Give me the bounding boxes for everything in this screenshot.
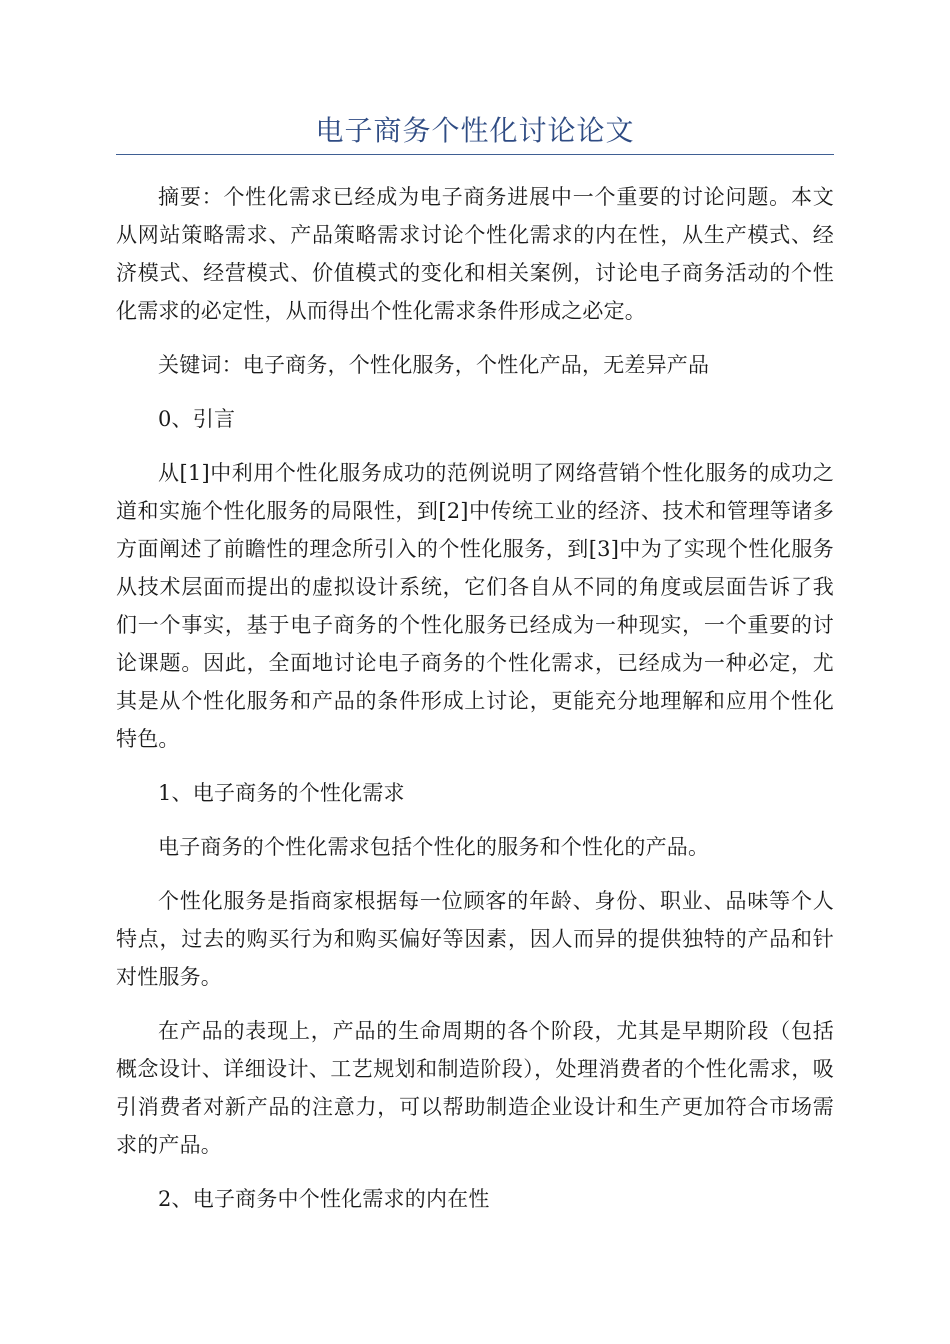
- title-block: [116, 112, 834, 155]
- section-heading-introduction: 0、引言: [158, 407, 236, 431]
- keywords-paragraph: 关键词：电子商务，个性化服务，个性化产品，无差异产品: [158, 353, 710, 377]
- section-heading-personalized-demand: 1、电子商务的个性化需求: [158, 781, 405, 805]
- body-paragraph: 在产品的表现上，产品的生命周期的各个阶段，尤其是早期阶段（包括概念设计、详细设计、工艺规划和制造阶段），处理消费者的个性化需求，吸引消费者对新产品的注意力，可以帮助制造企业设计和生产更加符合市场需求的产品。: [116, 1019, 834, 1157]
- section-heading-intrinsic-nature: 2、电子商务中个性化需求的内在性: [158, 1187, 490, 1211]
- body-paragraph: 电子商务的个性化需求包括个性化的服务和个性化的产品。: [158, 835, 710, 859]
- introduction-paragraph: 从[1]中利用个性化服务成功的范例说明了网络营销个性化服务的成功之道和实施个性化服务的局限性，到[2]中传统工业的经济、技术和管理等诸多方面阐述了前瞻性的理念所引入的个性化服务，到[3]中为了实现个性化服务从技术层面而提出的虚拟设计系统，它们各自从不同的角度或层面告诉了我们一个事实，基于电子商务的个性化服务已经成为一种现实，一个重要的讨论课题。因此，全面地讨论电子商务的个性化需求，已经成为一种必定，尤其是从个性化服务和产品的条件形成上讨论，更能充分地理解和应用个性化特色。: [116, 461, 834, 751]
- document-body: [116, 178, 834, 1234]
- body-paragraph: 个性化服务是指商家根据每一位顾客的年龄、身份、职业、品味等个人特点，过去的购买行为和购买偏好等因素，因人而异的提供独特的产品和针对性服务。: [116, 889, 834, 989]
- abstract-paragraph: 摘要：个性化需求已经成为电子商务进展中一个重要的讨论问题。本文从网站策略需求、产品策略需求讨论个性化需求的内在性，从生产模式、经济模式、经营模式、价值模式的变化和相关案例，讨论电子商务活动的个性化需求的必定性，从而得出个性化需求条件形成之必定。: [116, 185, 834, 323]
- document-title: 电子商务个性化讨论论文: [315, 114, 635, 147]
